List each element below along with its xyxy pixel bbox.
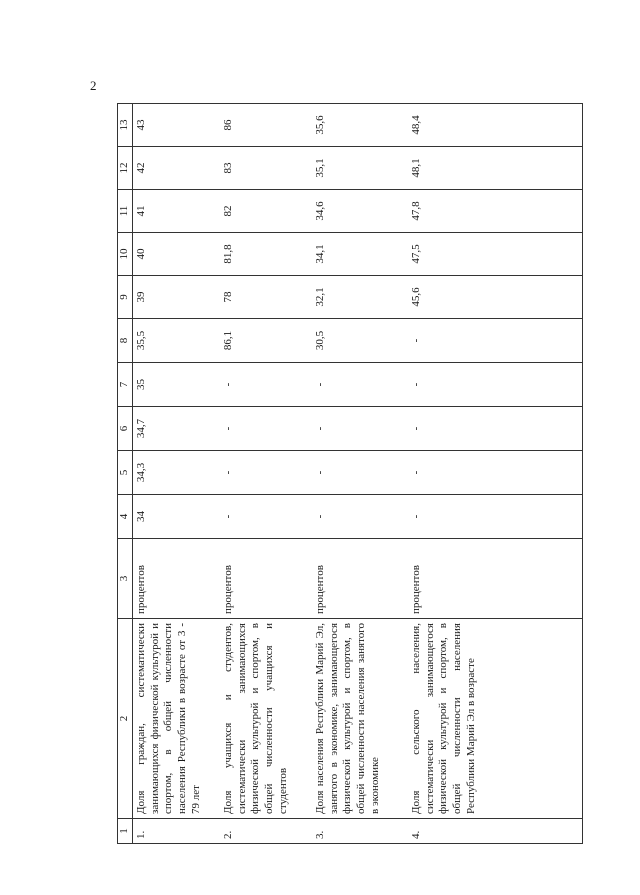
row-description: Доля населения Республики Марий Эл, занятого в экономике, занимающегося физической культурой и спортом, в общей численности населения занятого в экономике xyxy=(312,619,408,819)
row-description: Доля сельского населения, систематически занимающегося физической культурой и спортом, в общей численности населения Республики Марий Эл в возрасте xyxy=(408,619,583,819)
value-cell: 32,1 xyxy=(312,276,408,319)
value-cell: - xyxy=(220,407,312,451)
value-cell: 78 xyxy=(220,276,312,319)
value-cell: 47,5 xyxy=(408,233,583,276)
col-header: 2 xyxy=(118,619,133,819)
col-header: 12 xyxy=(118,147,133,190)
value-cell: - xyxy=(408,495,583,539)
value-cell: 34,6 xyxy=(312,190,408,233)
value-cell: 86 xyxy=(220,104,312,147)
table-row xyxy=(312,104,408,844)
col-header: 5 xyxy=(118,451,133,495)
value-cell: - xyxy=(312,495,408,539)
value-cell: - xyxy=(312,451,408,495)
value-cell: - xyxy=(220,451,312,495)
row-unit: процентов xyxy=(132,539,220,619)
value-cell: 30,5 xyxy=(312,319,408,363)
row-description: Доля граждан, систематически занимающихся физической культурой и спортом, в общей численности населения Республики в возрасте от 3 - 79 лет xyxy=(132,619,220,819)
value-cell: 34,3 xyxy=(132,451,220,495)
col-header: 8 xyxy=(118,319,133,363)
col-header: 9 xyxy=(118,276,133,319)
value-cell: 35,1 xyxy=(312,147,408,190)
header-row xyxy=(118,104,133,844)
value-cell: 35,6 xyxy=(312,104,408,147)
value-cell: - xyxy=(408,451,583,495)
value-cell: - xyxy=(408,363,583,407)
col-header: 10 xyxy=(118,233,133,276)
row-unit: процентов xyxy=(220,539,312,619)
col-header: 11 xyxy=(118,190,133,233)
value-cell: 43 xyxy=(132,104,220,147)
value-cell: 47,8 xyxy=(408,190,583,233)
row-description: Доля учащихся и студентов, систематически занимающихся физической культурой и спортом, в общей численности учащихся и студентов xyxy=(220,619,312,819)
table-row xyxy=(132,104,220,844)
indicators-table xyxy=(117,103,583,844)
value-cell: 35,5 xyxy=(132,319,220,363)
col-header: 1 xyxy=(118,819,133,844)
value-cell: 81,8 xyxy=(220,233,312,276)
table-row xyxy=(220,104,312,844)
value-cell: 48,4 xyxy=(408,104,583,147)
value-cell: - xyxy=(312,407,408,451)
row-number: 3. xyxy=(312,819,408,844)
value-cell: 35 xyxy=(132,363,220,407)
value-cell: 34 xyxy=(132,495,220,539)
row-number: 4. xyxy=(408,819,583,844)
row-unit: процентов xyxy=(408,539,583,619)
value-cell: - xyxy=(408,319,583,363)
value-cell: 82 xyxy=(220,190,312,233)
table-row xyxy=(408,104,583,844)
page-number: 2 xyxy=(90,78,97,93)
value-cell: 86,1 xyxy=(220,319,312,363)
value-cell: 39 xyxy=(132,276,220,319)
value-cell: 34,1 xyxy=(312,233,408,276)
value-cell: - xyxy=(220,363,312,407)
col-header: 3 xyxy=(118,539,133,619)
col-header: 7 xyxy=(118,363,133,407)
value-cell: 42 xyxy=(132,147,220,190)
value-cell: 34,7 xyxy=(132,407,220,451)
value-cell: 45,6 xyxy=(408,276,583,319)
col-header: 4 xyxy=(118,495,133,539)
value-cell: 48,1 xyxy=(408,147,583,190)
row-unit: процентов xyxy=(312,539,408,619)
row-number: 2. xyxy=(220,819,312,844)
value-cell: - xyxy=(312,363,408,407)
value-cell: - xyxy=(408,407,583,451)
col-header: 6 xyxy=(118,407,133,451)
value-cell: - xyxy=(220,495,312,539)
row-number: 1. xyxy=(132,819,220,844)
col-header: 13 xyxy=(118,104,133,147)
rotated-table xyxy=(117,104,592,844)
value-cell: 41 xyxy=(132,190,220,233)
value-cell: 83 xyxy=(220,147,312,190)
value-cell: 40 xyxy=(132,233,220,276)
